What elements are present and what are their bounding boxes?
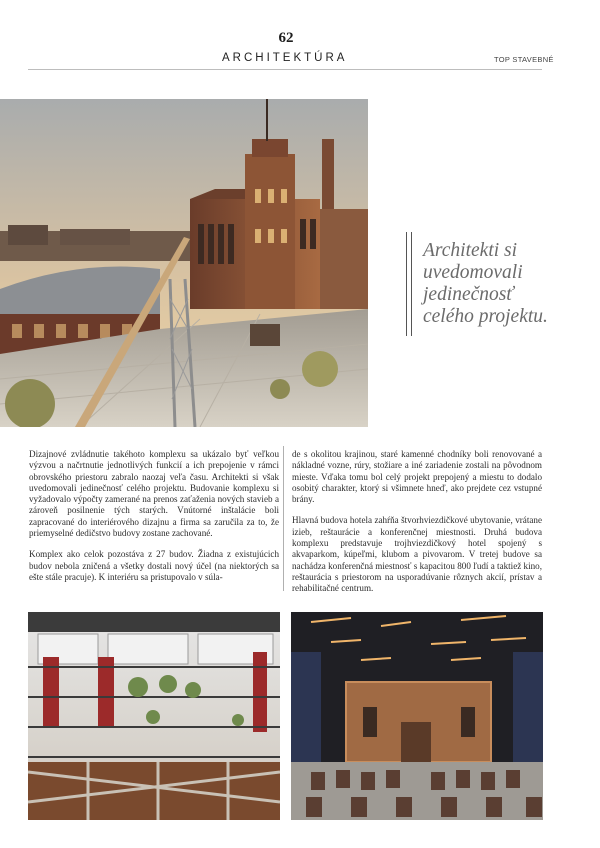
- paragraph: Hlavná budova hotela zahŕňa štvorhviezdičkové ubytovanie, vrátane izieb, reštaurácie a konferenčnej miestnosti. Druhá budova komplexu predstavuje trojhviezdičkový hotel spojený s akvaparkom, kúpeľmi, klubom a pivovarom. V tretej budove sa nachádza konferenčná miestnosť s kapacitou 800 ľudí a taktiež kino, reštaurácia s priestorom na usporadúvanie rôznych akcií, prístav a rehabilitačné centrum.: [292, 515, 542, 594]
- article-column-left: [29, 449, 279, 593]
- conference-hall-photo: [291, 612, 543, 820]
- article-column-right: [292, 449, 542, 605]
- quote-rule: [406, 232, 412, 336]
- hero-photo: [0, 99, 368, 427]
- conference-hall-photo-icon: [291, 612, 543, 820]
- column-divider: [283, 446, 284, 591]
- hotel-atrium-photo-icon: [28, 612, 280, 820]
- atrium-photo: [28, 612, 280, 820]
- paragraph: de s okolitou krajinou, staré kamenné chodníky boli renovované a nákladné vozne, rúry, stožiare a iné zariadenie zostali na pôvodnom mieste. Vďaka tomu bol celý projekt prepojený a miestu to dodalo osobitý charakter, ktorý si všimnete hneď, ako prejdete cez vstupné brány.: [292, 449, 542, 505]
- header-divider: [28, 69, 542, 70]
- paragraph: Dizajnové zvládnutie takéhoto komplexu sa ukázalo byť veľkou výzvou a načrtnutie jednotlivých funkcií a ich prepojenie v rámci obrovského priestoru zabralo naozaj veľa času. Architekti si však uvedomovali jedinečnosť celého projektu. Budovanie komplexu si vyžadovalo výpočty zamerané na prenos zaťaženia nových stavieb a zároveň posilnenie tých starých. Vnútorné inštalácie boli zapracované do interiérového dizajnu a firma sa zaručila za to, že priemyselné dedičstvo budovy zostane zachované.: [29, 449, 279, 539]
- magazine-name: TOP STAVEBNÉ: [494, 55, 554, 64]
- page-number: 62: [278, 30, 294, 46]
- paragraph: Komplex ako celok pozostáva z 27 budov. Žiadna z existujúcich budov nebola zničená a všetky dostali nový účel (na niektorých sa ešte stále pracuje). K interiéru sa pristupovalo v súla-: [29, 549, 279, 582]
- section-title: ARCHITEKTÚRA: [222, 52, 348, 64]
- building-complex-photo-icon: [0, 99, 368, 427]
- pull-quote: Architekti si uvedomovali jedinečnosť celého projektu.: [423, 240, 548, 327]
